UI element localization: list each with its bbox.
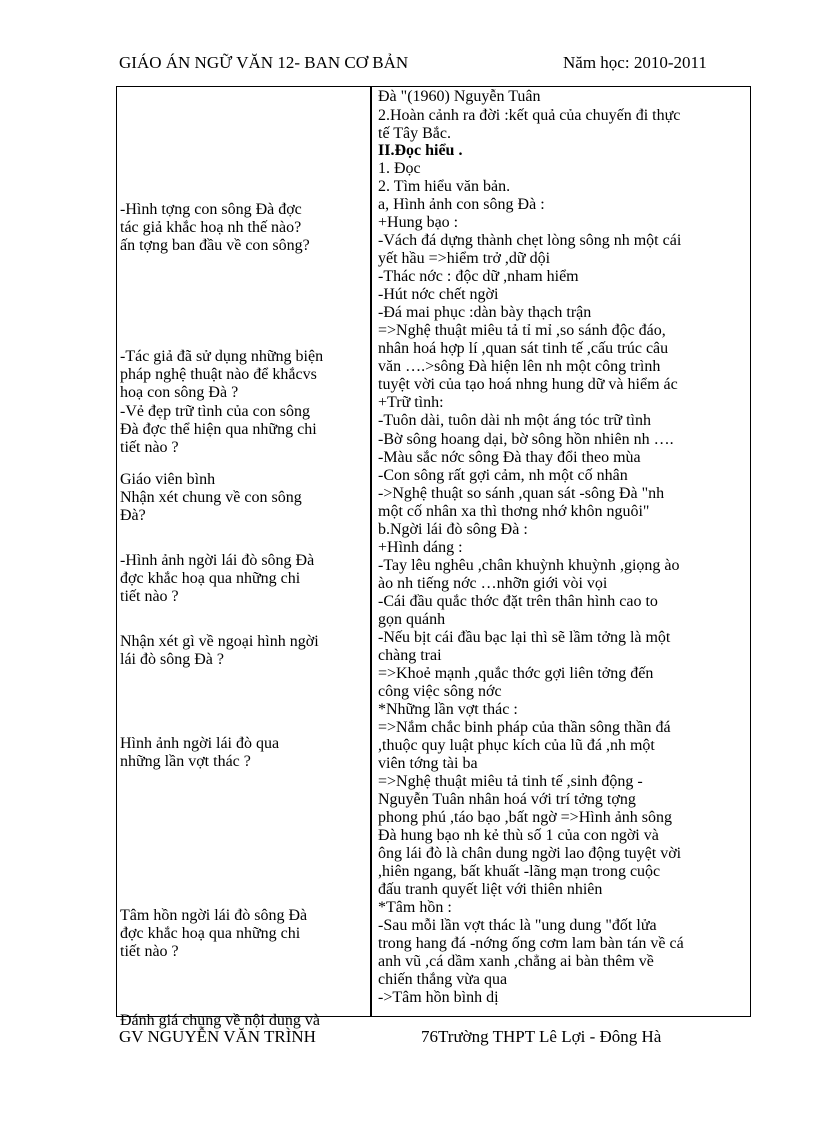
question-line: tiết nào ? <box>120 588 179 605</box>
content-line: -Tuôn dài, tuôn dài nh một áng tóc trữ tình <box>378 412 651 429</box>
content-line: ,hiên ngang, bất khuất -lãng mạn trong cuộc <box>378 863 661 880</box>
question-line: pháp nghệ thuật nào để khắcvs <box>120 366 317 383</box>
question-line: -Tác giả đã sử dụng những biện <box>120 348 324 365</box>
question-line: tiết nào ? <box>120 439 179 456</box>
content-line: viên tớng tài ba <box>378 755 478 772</box>
content-line: +Trữ tình: <box>378 394 444 411</box>
content-line: -Con sông rất gợi cảm, nh một cố nhân <box>378 467 628 484</box>
page-footer <box>119 1027 719 1051</box>
content-line: =>Nghệ thuật miêu tả tỉ mỉ ,so sánh độc đáo, <box>378 322 666 339</box>
content-line: 1. Đọc <box>378 160 421 177</box>
header-school-year: Năm học: 2010-2011 <box>563 53 707 72</box>
question-line: ấn tợng ban đầu về con sông? <box>120 237 310 254</box>
content-line: Nguyễn Tuân nhân hoá với trí tởng tợng <box>378 791 636 808</box>
question-line: Giáo viên bình <box>120 471 216 488</box>
content-line: *Những lần vợt thác : <box>378 701 518 718</box>
question-line: Nhận xét chung về con sông <box>120 489 302 506</box>
question-line: những lần vợt thác ? <box>120 753 251 770</box>
content-line: tuyệt vời của tạo hoá nhng hung dữ và hiểm ác <box>378 376 678 393</box>
content-line: =>Nghệ thuật miêu tả tinh tế ,sinh động - <box>378 773 643 790</box>
question-line: đợc khắc hoạ qua những chi <box>120 925 301 942</box>
column-divider <box>370 87 372 1016</box>
content-line: -Thác nớc : độc dữ ,nham hiểm <box>378 268 579 285</box>
content-line: nhân hoá hợp lí ,quan sát tinh tế ,cấu trúc câu <box>378 340 669 357</box>
question-line: -Hình ảnh ngời lái đò sông Đà <box>120 552 315 569</box>
footer-teacher: GV NGUYỄN VĂN TRÌNH <box>119 1027 316 1046</box>
question-line: hoạ con sông Đà ? <box>120 384 239 401</box>
content-line: phong phú ,táo bạo ,bất ngờ =>Hình ảnh sông <box>378 809 673 826</box>
content-line: -Cái đầu quắc thớc đặt trên thân hình cao to <box>378 593 658 610</box>
footer-school: 76Trường THPT Lê Lợi - Đông Hà <box>421 1027 662 1046</box>
content-line: 2. Tìm hiểu văn bản. <box>378 178 511 195</box>
content-line: ->Tâm hồn bình dị <box>378 989 499 1006</box>
lesson-table <box>116 86 751 1029</box>
content-line: 2.Hoàn cảnh ra đời :kết quả của chuyến đi thực <box>378 107 681 124</box>
content-line: trong hang đá -nớng ống cơm lam bàn tán về cá <box>378 935 684 952</box>
content-line: yết hầu =>hiểm trở ,dữ dội <box>378 250 551 267</box>
question-line: Nhận xét gì về ngoại hình ngời <box>120 633 319 650</box>
question-line: đợc khắc hoạ qua những chi <box>120 570 301 587</box>
header-title: GIÁO ÁN NGỮ VĂN 12- BAN CƠ BẢN <box>119 53 409 72</box>
content-line: đấu tranh quyết liệt với thiên nhiên <box>378 881 603 898</box>
content-line: văn ….>sông Đà hiện lên nh một công trình <box>378 358 661 375</box>
content-line: Đà "(1960) Nguyễn Tuân <box>378 88 541 105</box>
content-line: -Tay lêu nghêu ,chân khuỳnh khuỳnh ,giọng ào <box>378 557 680 574</box>
content-line: =>Nắm chắc binh pháp của thần sông thần đá <box>378 719 671 736</box>
content-line: +Hung bạo : <box>378 214 459 231</box>
content-line: +Hình dáng : <box>378 539 463 556</box>
content-line: ông lái đò là chân dung ngời lao động tuyệt vời <box>378 845 682 862</box>
content-line: công việc sông nớc <box>378 683 502 700</box>
content-line: -Vách đá dựng thành chẹt lòng sông nh một cái <box>378 232 682 249</box>
content-line: II.Đọc hiểu . <box>378 142 463 159</box>
content-line: chiến thắng vừa qua <box>378 971 508 988</box>
question-line: Đà đợc thể hiện qua những chi <box>120 421 317 438</box>
content-line: gọn quánh <box>378 611 446 628</box>
content-line: -Hút nớc chết ngời <box>378 286 499 303</box>
question-line: -Hình tợng con sông Đà đợc <box>120 201 302 218</box>
content-line: -Màu sắc nớc sông Đà thay đổi theo mùa <box>378 449 641 466</box>
content-line: ->Nghệ thuật so sánh ,quan sát -sông Đà "nh <box>378 485 665 502</box>
content-line: -Bờ sông hoang dại, bờ sông hồn nhiên nh …. <box>378 431 674 448</box>
question-line: Tâm hồn ngời lái đò sông Đà <box>120 907 308 924</box>
question-line: Đánh giá chung về nội dung và <box>120 1012 320 1029</box>
question-line: tiết nào ? <box>120 943 179 960</box>
content-line: một cố nhân xa thì thơng nhớ khôn nguôi" <box>378 503 650 520</box>
question-line: Hình ảnh ngời lái đò qua <box>120 735 280 752</box>
content-line: ,thuộc quy luật phục kích của lũ đá ,nh một <box>378 737 655 754</box>
content-line: chàng trai <box>378 647 442 664</box>
content-line: *Tâm hồn : <box>378 899 452 916</box>
content-line: Đà hung bạo nh kẻ thù số 1 của con ngời và <box>378 827 659 844</box>
question-line: tác giả khắc hoạ nh thế nào? <box>120 219 302 236</box>
question-line: -Vẻ đẹp trữ tình của con sông <box>120 403 310 420</box>
page-header <box>119 53 719 77</box>
question-line: Đà? <box>120 507 146 524</box>
content-line: tế Tây Bắc. <box>378 125 452 142</box>
content-line: b.Ngời lái đò sông Đà : <box>378 521 528 538</box>
content-line: ào nh tiếng nớc …nhỡn giới vòi vọi <box>378 575 608 592</box>
content-line: a, Hình ảnh con sông Đà : <box>378 196 545 213</box>
content-line: -Đá mai phục :dàn bày thạch trận <box>378 304 592 321</box>
content-line: anh vũ ,cá dầm xanh ,chẳng ai bàn thêm về <box>378 953 654 970</box>
question-line: lái đò sông Đà ? <box>120 651 224 668</box>
content-line: -Sau mỗi lần vợt thác là "ung dung "đốt lửa <box>378 917 657 934</box>
content-line: =>Khoẻ mạnh ,quắc thớc gợi liên tởng đến <box>378 665 654 682</box>
content-line: -Nếu bịt cái đầu bạc lại thì sẽ lầm tởng là một <box>378 629 671 646</box>
